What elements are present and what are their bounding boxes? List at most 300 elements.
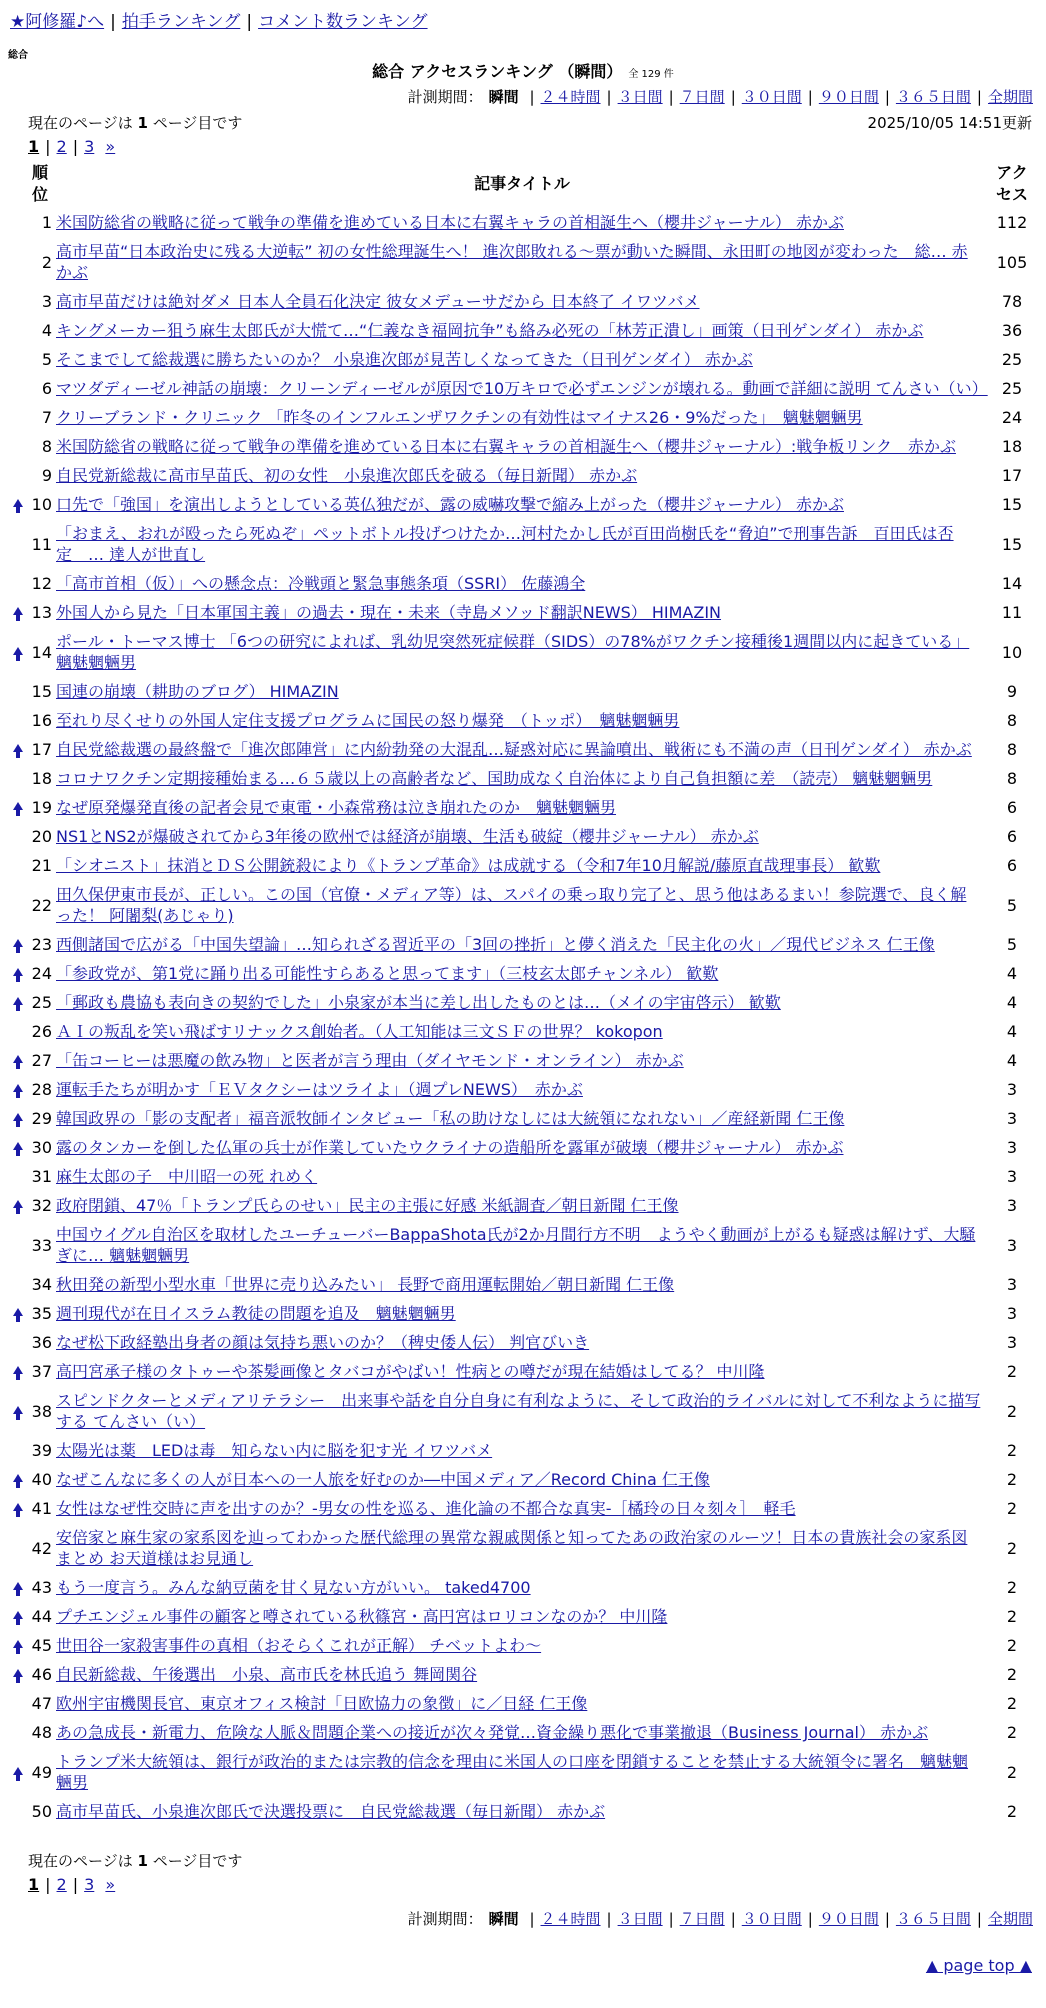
period-option-link[interactable]: ３日間	[617, 88, 663, 106]
up-arrow-icon	[13, 1142, 23, 1150]
table-row	[10, 1191, 1036, 1220]
trend-cell	[10, 1602, 26, 1631]
access-count: 2	[1006, 1499, 1018, 1518]
title-cell	[56, 1747, 988, 1797]
access-count: 24	[1001, 408, 1023, 427]
table-row	[10, 432, 1036, 461]
up-arrow-icon	[13, 968, 23, 976]
title-cell	[56, 1104, 988, 1133]
access-count: 4	[1006, 1051, 1018, 1070]
trend-cell	[10, 1328, 26, 1357]
title-cell	[56, 1436, 988, 1465]
title-cell	[56, 851, 988, 880]
article-title-link[interactable]: 女性はなぜ性交時に声を出すのか？-男女の性を巡る、進化論の不都合な真実-［橘玲の日々刻々］ 軽毛	[56, 1499, 796, 1518]
separator: |	[884, 88, 890, 106]
article-title-link[interactable]: 欧州宇宙機関長官、東京オフィス検討「日欧協力の象徴」に／日経 仁王像	[56, 1694, 588, 1713]
rank-number: 50	[31, 1802, 52, 1821]
trend-cell	[10, 461, 26, 490]
article-title-link[interactable]: なぜこんなに多くの人が日本への一人旅を好むのか―中国メディア／Record China 仁王像	[56, 1470, 710, 1489]
period-option-link[interactable]: ７日間	[679, 1910, 725, 1928]
period-option-link[interactable]: ３６５日間	[895, 1910, 971, 1928]
rank-number: 42	[31, 1538, 52, 1558]
access-count: 8	[1006, 769, 1018, 788]
table-row	[10, 1523, 1036, 1573]
separator: |	[807, 88, 813, 106]
article-title-link[interactable]: あの急成長・新電力、危険な人脈＆問題企業への接近が次々発覚…資金繰り悪化で事業撤退（Business Journal） 赤かぶ	[56, 1723, 929, 1742]
access-count: 6	[1006, 798, 1018, 817]
title-cell	[56, 287, 988, 316]
title-cell	[56, 403, 988, 432]
period-option-link[interactable]: ３０日間	[741, 88, 802, 106]
table-row	[10, 793, 1036, 822]
access-count: 2	[1006, 1441, 1018, 1460]
title-cell	[56, 880, 988, 930]
rank-number: 9	[41, 466, 52, 485]
rank-number: 17	[31, 740, 52, 759]
article-title-link[interactable]: 外国人から見た「日本軍国主義」の過去・現在・未来（寺島メソッド翻訳NEWS） HIMAZIN	[56, 603, 722, 622]
table-row	[10, 1718, 1036, 1747]
article-title-link[interactable]: 口先で「強国」を演出しようとしている英仏独だが、露の威嚇攻撃で縮み上がった（櫻井ジャーナル） 赤かぶ	[56, 495, 844, 514]
access-count: 2	[1006, 1607, 1018, 1626]
pager-next-link[interactable]: »	[105, 1875, 116, 1894]
access-count: 2	[1006, 1401, 1018, 1421]
trend-cell	[10, 1386, 26, 1436]
table-row	[10, 1436, 1036, 1465]
period-option-link[interactable]: 全期間	[987, 88, 1033, 106]
title-cell	[56, 822, 988, 851]
table-row	[10, 1573, 1036, 1602]
up-arrow-icon	[13, 1582, 23, 1590]
table-row	[10, 706, 1036, 735]
article-title-link[interactable]: 安倍家と麻生家の家系図を辿ってわかった歴代総理の異常な親戚関係と知ってたあの政治家のルーツ！日本の貴族社会の家系図まとめ お天道様はお見通し	[56, 1528, 968, 1568]
separator: |	[976, 1910, 982, 1928]
article-title-link[interactable]: 「缶コーヒーは悪魔の飲み物」と医者が言う理由（ダイヤモンド・オンライン） 赤かぶ	[56, 1051, 684, 1070]
rank-number: 11	[31, 534, 52, 554]
rank-number: 5	[41, 350, 52, 369]
rank-number: 36	[31, 1333, 52, 1352]
up-arrow-icon	[13, 997, 23, 1005]
table-row	[10, 490, 1036, 519]
trend-cell	[10, 569, 26, 598]
rank-number: 8	[41, 437, 52, 456]
article-title-link[interactable]: 露のタンカーを倒した仏軍の兵士が作業していたウクライナの造船所を露軍が破壊（櫻井ジャーナル） 赤かぶ	[56, 1138, 844, 1157]
access-count: 3	[1006, 1196, 1018, 1215]
access-count: 36	[1001, 321, 1023, 340]
title-cell	[56, 1133, 988, 1162]
access-count: 2	[1006, 1665, 1018, 1684]
rank-number: 24	[31, 964, 52, 983]
rank-number: 40	[31, 1470, 52, 1489]
up-arrow-icon	[13, 1503, 23, 1511]
title-cell	[56, 735, 988, 764]
period-option-link[interactable]: ９０日間	[818, 88, 879, 106]
trend-cell	[10, 1104, 26, 1133]
access-count: 14	[1001, 574, 1023, 593]
table-row	[10, 1220, 1036, 1270]
access-count: 8	[1006, 711, 1018, 730]
rank-number: 34	[31, 1275, 52, 1294]
article-title-link[interactable]: 自民新総裁、午後選出 小泉、高市氏を林氏追う 舞岡関谷	[56, 1665, 478, 1684]
trend-cell	[10, 1046, 26, 1075]
access-count: 3	[1006, 1109, 1018, 1128]
table-row	[10, 627, 1036, 677]
title-cell	[56, 208, 988, 237]
article-title-link[interactable]: 政府閉鎖、47％「トランプ氏らのせい」民主の主張に好感 米紙調査／朝日新聞 仁王像	[56, 1196, 679, 1215]
trend-cell	[10, 1747, 26, 1797]
table-row	[10, 1357, 1036, 1386]
access-count: 5	[1006, 895, 1018, 915]
trend-cell	[10, 1689, 26, 1718]
pager-page-link[interactable]: 2	[56, 137, 67, 156]
title-cell	[56, 374, 988, 403]
article-title-link[interactable]: もう一度言う。みんな納豆菌を甘く見ない方がいい。 taked4700	[56, 1578, 531, 1597]
article-title-link[interactable]: NS1とNS2が爆破されてから3年後の欧州では経済が崩壊、生活も破綻（櫻井ジャーナル） 赤かぶ	[56, 827, 759, 846]
article-title-link[interactable]: 至れり尽くせりの外国人定住支援プログラムに国民の怒り爆発 （トッポ） 魑魅魍魎男	[56, 711, 680, 730]
article-title-link[interactable]: 「シオニスト」抹消とＤＳ公開銃殺により《トランプ革命》は成就する（令和7年10月解説/藤原直哉理事長） 歓歎	[56, 856, 881, 875]
access-count: 5	[1006, 935, 1018, 954]
article-title-link[interactable]: 自民党総裁選の最終盤で「進次郎陣営」に内紛勃発の大混乱…疑惑対応に異論噴出、戦術にも不満の声（日刊ゲンダイ） 赤かぶ	[56, 740, 972, 759]
table-row	[10, 1465, 1036, 1494]
rank-number: 30	[31, 1138, 52, 1157]
access-count: 11	[1001, 603, 1023, 622]
separator: |	[72, 137, 79, 156]
table-row	[10, 461, 1036, 490]
rank-number: 46	[31, 1665, 52, 1684]
access-count: 78	[1001, 292, 1023, 311]
pager-page-link[interactable]: 3	[84, 137, 95, 156]
header-rank: 順位	[31, 163, 48, 204]
table-row	[10, 1046, 1036, 1075]
title-cell	[56, 1631, 988, 1660]
title-cell	[56, 959, 988, 988]
article-title-link[interactable]: ＡＩの叛乱を笑い飛ばすリナックス創始者。（人工知能は三文ＳＦの世界？ kokopon	[56, 1022, 663, 1041]
article-title-link[interactable]: 中国ウイグル自治区を取材したユーチューバーBappaShota氏が2か月間行方不明 ようやく動画が上がるも疑惑は解けず、大騒ぎに… 魑魅魍魎男	[56, 1225, 976, 1265]
table-row	[10, 1602, 1036, 1631]
article-title-link[interactable]: 太陽光は薬 LEDは毒 知らない内に脳を犯す光 イワツバメ	[56, 1441, 493, 1460]
title-cell	[56, 627, 988, 677]
article-title-link[interactable]: そこまでして総裁選に勝ちたいのか？ 小泉進次郎が見苦しくなってきた（日刊ゲンダイ） 赤かぶ	[56, 350, 753, 369]
period-option-link[interactable]: ９０日間	[818, 1910, 879, 1928]
article-title-link[interactable]: トランプ米大統領は、銀行が政治的または宗教的信念を理由に米国人の口座を閉鎖することを禁止する大統領令に署名 魑魅魍魎男	[56, 1752, 969, 1792]
title-cell	[56, 345, 988, 374]
period-option-link[interactable]: 全期間	[987, 1910, 1033, 1928]
title-cell	[56, 1494, 988, 1523]
pager-page-link[interactable]: 2	[56, 1875, 67, 1894]
article-title-link[interactable]: コロナワクチン定期接種始まる…６５歳以上の高齢者など、国助成なく自治体により自己負担額に差 （読売） 魑魅魍魎男	[56, 769, 933, 788]
article-title-link[interactable]: なぜ松下政経塾出身者の顔は気持ち悪いのか？（稗史倭人伝） 判官びいき	[56, 1333, 590, 1352]
up-arrow-icon	[13, 744, 23, 752]
rank-number: 26	[31, 1022, 52, 1041]
period-option-link[interactable]: ３日間	[617, 1910, 663, 1928]
title-cell	[56, 988, 988, 1017]
period-current: 瞬間	[488, 88, 519, 106]
title-cell	[56, 677, 988, 706]
rank-number: 20	[31, 827, 52, 846]
article-title-link[interactable]: 高市早苗氏、小泉進次郎氏で決選投票に 自民党総裁選（毎日新聞） 赤かぶ	[56, 1802, 606, 1821]
table-row	[10, 764, 1036, 793]
up-arrow-icon	[13, 607, 23, 615]
trend-cell	[10, 1075, 26, 1104]
trend-cell	[10, 598, 26, 627]
title-cell	[56, 930, 988, 959]
separator: |	[730, 1910, 736, 1928]
article-title-link[interactable]: なぜ原発爆発直後の記者会見で東電・小森常務は泣き崩れたのか 魑魅魍魎男	[56, 798, 617, 817]
trend-cell	[10, 851, 26, 880]
rank-number: 37	[31, 1362, 52, 1381]
article-title-link[interactable]: 「郵政も農協も表向きの契約でした」小泉家が本当に差し出したものとは…（メイの宇宙啓示） 歓歎	[56, 993, 781, 1012]
article-title-link[interactable]: 韓国政界の「影の支配者」福音派牧師インタビュー「私の助けなしには大統領になれない」／産経新聞 仁王像	[56, 1109, 845, 1128]
trend-cell	[10, 519, 26, 569]
trend-cell	[10, 1465, 26, 1494]
access-count: 3	[1006, 1275, 1018, 1294]
article-title-link[interactable]: 運転手たちが明かす「ＥＶタクシーはツライよ」（週プレNEWS） 赤かぶ	[56, 1080, 583, 1099]
trend-cell	[10, 627, 26, 677]
table-row	[10, 1162, 1036, 1191]
table-row	[10, 208, 1036, 237]
trend-cell	[10, 403, 26, 432]
trend-cell	[10, 1133, 26, 1162]
article-title-link[interactable]: スピンドクターとメディアリテラシー 出来事や話を自分自身に有利なように、そして政治的ライバルに対して不利なように描写する てんさい（い）	[56, 1391, 981, 1431]
access-count: 3	[1006, 1333, 1018, 1352]
access-count: 105	[996, 252, 1028, 272]
trend-cell	[10, 1523, 26, 1573]
trend-cell	[10, 1191, 26, 1220]
up-arrow-icon	[13, 1767, 23, 1775]
separator: |	[807, 1910, 813, 1928]
article-title-link[interactable]: 米国防総省の戦略に従って戦争の準備を進めている日本に右翼キャラの首相誕生へ（櫻井ジャーナル） 赤かぶ	[56, 213, 844, 232]
pager-page-link[interactable]: 3	[84, 1875, 95, 1894]
period-options	[523, 1910, 1033, 1928]
trend-cell	[10, 1573, 26, 1602]
article-title-link[interactable]: 自民党新総裁に高市早苗氏、初の女性 小泉進次郎氏を破る（毎日新聞） 赤かぶ	[56, 466, 638, 485]
period-option-link[interactable]: ３６５日間	[895, 88, 971, 106]
rank-number: 15	[31, 682, 52, 701]
article-title-link[interactable]: 高円宮承子様のタトゥーや茶髪画像とタバコがやばい！性病との噂だが現在結婚はしてる？ 中川隆	[56, 1362, 765, 1381]
top-navigation	[10, 10, 428, 34]
up-arrow-icon	[13, 1113, 23, 1121]
trend-cell	[10, 374, 26, 403]
separator: |	[45, 1875, 51, 1894]
page-info-prefix: 現在のページは	[28, 1852, 133, 1870]
article-title-link[interactable]: 国連の崩壊（耕助のブログ） HIMAZIN	[56, 682, 339, 701]
title-cell	[56, 793, 988, 822]
period-option-link[interactable]: ２４時間	[540, 1910, 601, 1928]
access-count: 9	[1006, 682, 1018, 701]
table-row	[10, 1328, 1036, 1357]
rank-number: 48	[31, 1723, 52, 1742]
access-count: 8	[1006, 740, 1018, 759]
title-cell	[56, 316, 988, 345]
article-title-link[interactable]: 高市早苗“日本政治史に残る大逆転” 初の女性総理誕生へ！ 進次郎敗れる～票が動いた瞬間、永田町の地図が変わった 総… 赤かぶ	[56, 242, 968, 282]
separator: |	[668, 1910, 674, 1928]
period-option-link[interactable]: ２４時間	[540, 88, 601, 106]
rank-number: 13	[31, 603, 52, 622]
title-cell	[56, 1718, 988, 1747]
title-cell	[56, 1191, 988, 1220]
title-cell	[56, 1075, 988, 1104]
article-title-link[interactable]: 世田谷一家殺害事件の真相（おそらくこれが正解） チベットよわ～	[56, 1636, 542, 1655]
access-count: 3	[1006, 1235, 1018, 1255]
table-row	[10, 1797, 1036, 1826]
separator: |	[110, 12, 116, 32]
separator: |	[884, 1910, 890, 1928]
article-title-link[interactable]: クリーブランド・クリニック 「昨冬のインフルエンザワクチンの有効性はマイナス26・9%だった」 魑魅魍魎男	[56, 408, 863, 427]
article-title-link[interactable]: 西側諸国で広がる「中国失望論」…知られざる習近平の「3回の挫折」と儚く消えた「民主化の火」／現代ビジネス 仁王像	[56, 935, 935, 954]
table-row	[10, 1075, 1036, 1104]
trend-cell	[10, 432, 26, 461]
rank-number: 27	[31, 1051, 52, 1070]
category-label: 総合	[8, 50, 28, 61]
article-title-link[interactable]: 米国防総省の戦略に従って戦争の準備を進めている日本に右翼キャラの首相誕生へ（櫻井ジャーナル）:戦争板リンク 赤かぶ	[56, 437, 956, 456]
access-count: 3	[1006, 1167, 1018, 1186]
rank-number: 3	[41, 292, 52, 311]
table-row	[10, 237, 1036, 287]
period-option-link[interactable]: ７日間	[679, 88, 725, 106]
access-count: 6	[1006, 827, 1018, 846]
table-row	[10, 345, 1036, 374]
title-cell	[56, 519, 988, 569]
table-row	[10, 1494, 1036, 1523]
trend-cell	[10, 880, 26, 930]
rank-number: 49	[31, 1762, 52, 1782]
title-cell	[56, 569, 988, 598]
trend-cell	[10, 490, 26, 519]
separator: |	[45, 137, 51, 156]
up-arrow-icon	[13, 1366, 23, 1374]
access-count: 15	[1001, 495, 1023, 514]
up-arrow-icon	[13, 802, 23, 810]
pager-top	[28, 136, 115, 158]
up-arrow-icon	[13, 647, 23, 655]
page-info-number: 1	[137, 114, 148, 132]
home-link[interactable]: ★阿修羅♪へ	[10, 12, 105, 32]
title-cell	[56, 764, 988, 793]
title-cell	[56, 1162, 988, 1191]
pager-links	[39, 137, 115, 156]
article-title-link[interactable]: 麻生太郎の子 中川昭一の死 れめく	[56, 1167, 318, 1186]
article-title-link[interactable]: キングメーカー狙う麻生太郎氏が大慌て…“仁義なき福岡抗争”も絡み必死の「林芳正潰し」画策（日刊ゲンダイ） 赤かぶ	[56, 321, 924, 340]
separator: |	[529, 88, 535, 106]
header-title: 記事タイトル	[474, 174, 570, 193]
trend-cell	[10, 1494, 26, 1523]
rank-number: 14	[31, 642, 52, 662]
access-count: 18	[1001, 437, 1023, 456]
article-title-link[interactable]: ポール・トーマス博士 「6つの研究によれば、乳幼児突然死症候群（SIDS）の78%がワクチン接種後1週間以内に起きている」 魑魅魍魎男	[56, 632, 970, 672]
title-cell	[56, 1689, 988, 1718]
table-row	[10, 316, 1036, 345]
table-row	[10, 1689, 1036, 1718]
trend-cell	[10, 1631, 26, 1660]
access-count: 2	[1006, 1762, 1018, 1782]
article-title-link[interactable]: マツダディーゼル神話の崩壊：クリーンディーゼルが原因で10万キロで必ずエンジンが壊れる。動画で詳細に説明 てんさい（い）	[56, 379, 988, 398]
table-row	[10, 1386, 1036, 1436]
article-title-link[interactable]: 高市早苗だけは絶対ダメ 日本人全員石化決定 彼女メデューサだから 日本終了 イワツバメ	[56, 292, 700, 311]
title-cell	[56, 1270, 988, 1299]
period-selector-bottom	[408, 1908, 1033, 1930]
table-row	[10, 1270, 1036, 1299]
pager-current: 1	[28, 1875, 40, 1894]
rank-number: 22	[31, 895, 52, 915]
trend-cell	[10, 316, 26, 345]
title-cell	[56, 1523, 988, 1573]
comment-ranking-link[interactable]: コメント数ランキング	[258, 12, 428, 32]
article-title-link[interactable]: 秋田発の新型小型水車「世界に売り込みたい」 長野で商用運転開始／朝日新聞 仁王像	[56, 1275, 675, 1294]
article-title-link[interactable]: 週刊現代が在日イスラム教徒の問題を追及 魑魅魍魎男	[56, 1304, 456, 1323]
title-cell	[56, 1357, 988, 1386]
period-label: 計測期間：	[407, 88, 483, 106]
title-cell	[56, 1299, 988, 1328]
access-count: 2	[1006, 1578, 1018, 1597]
pager-current: 1	[28, 137, 40, 156]
trend-cell	[10, 1718, 26, 1747]
pager-links	[39, 1875, 115, 1894]
rank-number: 12	[31, 574, 52, 593]
up-arrow-icon	[13, 1084, 23, 1092]
table-row	[10, 569, 1036, 598]
title-cell	[56, 1660, 988, 1689]
article-title-link[interactable]: 「おまえ、おれが殴ったら死ぬぞ」ペットボトル投げつけたか…河村たかし氏が百田尚樹氏を“脅迫”で刑事告訴 百田氏は否定 … 達人が世直し	[56, 524, 954, 564]
rank-number: 32	[31, 1196, 52, 1215]
up-arrow-icon	[13, 1406, 23, 1414]
rank-number: 21	[31, 856, 52, 875]
table-row	[10, 374, 1036, 403]
trend-cell	[10, 1017, 26, 1046]
trend-cell	[10, 764, 26, 793]
page-info-suffix: ページ目です	[152, 1852, 243, 1870]
separator: |	[606, 1910, 612, 1928]
article-title-link[interactable]: 「参政党が、第1党に踊り出る可能性すらあると思ってます」（三枝玄太郎チャンネル） 歓歎	[56, 964, 719, 983]
table-row	[10, 519, 1036, 569]
trend-cell	[10, 345, 26, 374]
page-info-top	[28, 112, 242, 134]
access-count: 15	[1001, 534, 1023, 554]
table-row	[10, 403, 1036, 432]
title-cell	[56, 706, 988, 735]
period-option-link[interactable]: ３０日間	[741, 1910, 802, 1928]
pager-next-link[interactable]: »	[105, 137, 116, 156]
clap-ranking-link[interactable]: 拍手ランキング	[121, 12, 241, 32]
separator: |	[668, 88, 674, 106]
trend-cell	[10, 793, 26, 822]
ranking-body	[10, 208, 1036, 1826]
trend-cell	[10, 1357, 26, 1386]
title-cell	[56, 598, 988, 627]
access-count: 3	[1006, 1304, 1018, 1323]
trend-cell	[10, 1660, 26, 1689]
article-title-link[interactable]: 田久保伊東市長が、正しい。この国（官僚・メディア等）は、スパイの乗っ取り完了と、思う他はあるまい！参院選で、良く解った！ 阿闍梨(あじゃり)	[56, 885, 967, 925]
article-title-link[interactable]: プチエンジェル事件の顧客と噂されている秋篠宮・高円宮はロリコンなのか？ 中川隆	[56, 1607, 668, 1626]
table-row	[10, 880, 1036, 930]
table-row	[10, 1299, 1036, 1328]
up-arrow-icon	[13, 499, 23, 507]
table-row	[10, 598, 1036, 627]
rank-number: 25	[31, 993, 52, 1012]
separator: |	[72, 1875, 79, 1894]
article-title-link[interactable]: 「高市首相（仮）」への懸念点：冷戦頭と緊急事態条項（SSRI） 佐藤鴻全	[56, 574, 586, 593]
separator: |	[246, 12, 253, 32]
title-cell	[56, 490, 988, 519]
title-cell	[56, 1046, 988, 1075]
rank-number: 45	[31, 1636, 52, 1655]
up-arrow-icon	[13, 1055, 23, 1063]
page-top-link[interactable]: ▲ page top ▲	[925, 1956, 1032, 1975]
up-arrow-icon	[13, 1200, 23, 1208]
table-row	[10, 959, 1036, 988]
trend-cell	[10, 208, 26, 237]
title-cell	[56, 1328, 988, 1357]
table-row	[10, 1631, 1036, 1660]
rank-number: 28	[31, 1080, 52, 1099]
